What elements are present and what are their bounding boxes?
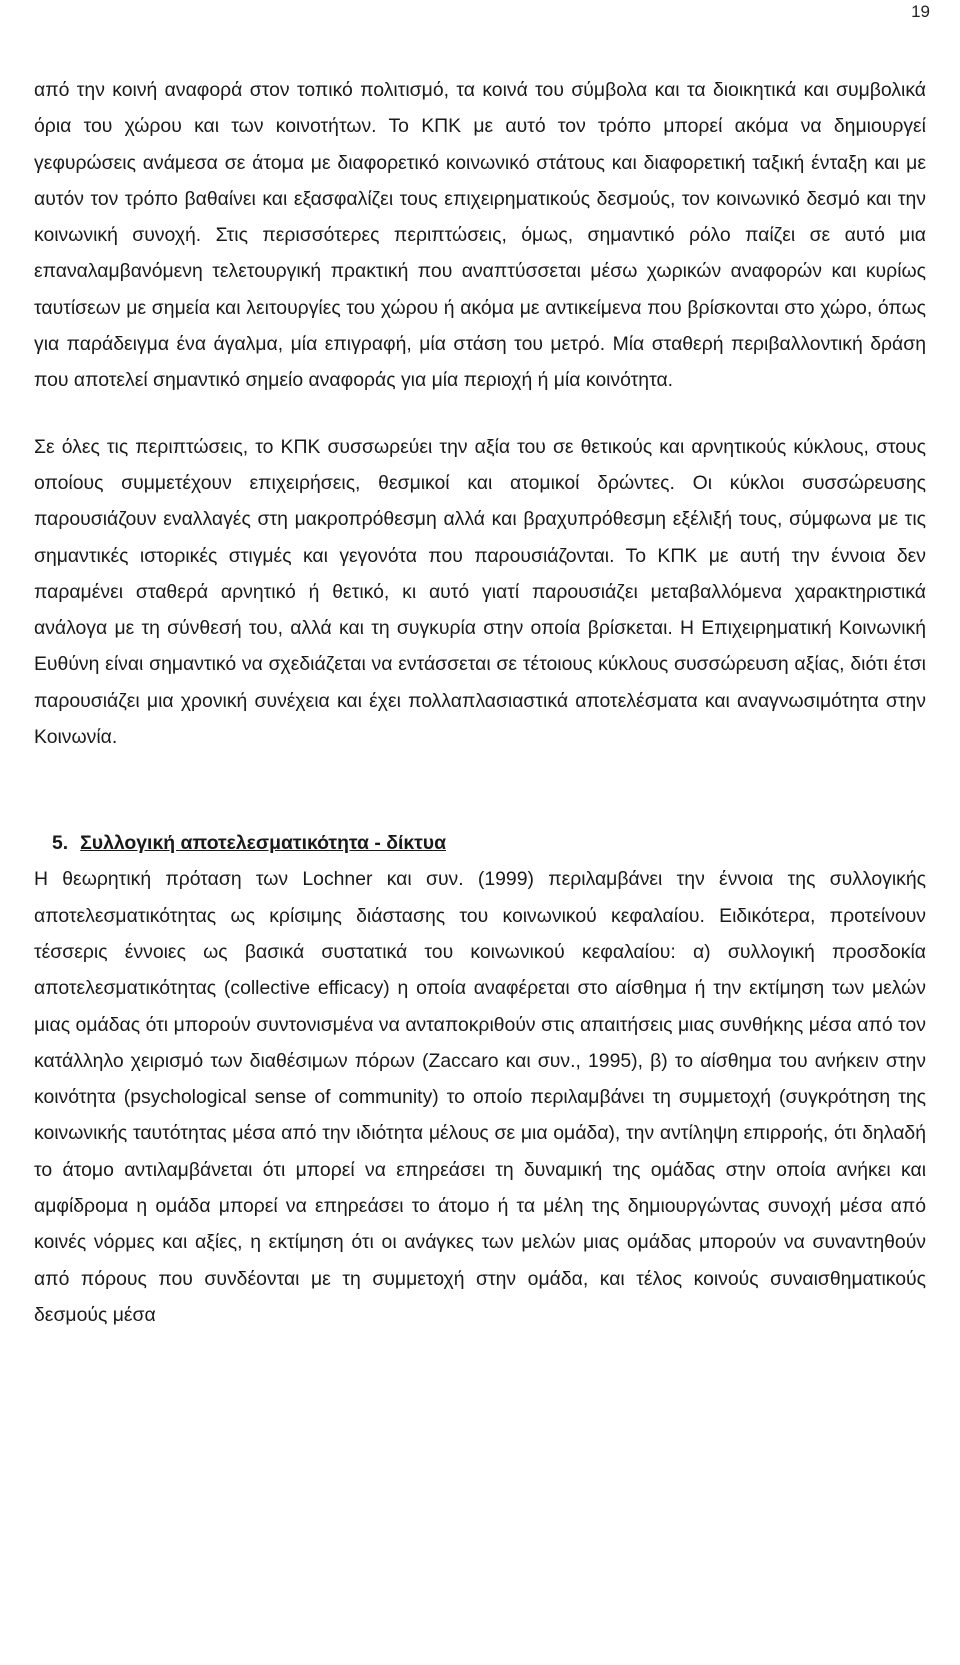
paragraph-accumulation-cycles: Σε όλες τις περιπτώσεις, το ΚΠΚ συσσωρεύει την αξία του σε θετικούς και αρνητικούς κύκλους, στους οποίους συμμετέχουν επιχειρήσεις, θεσμικοί και ατομικοί δρώντες. Οι κύκλοι συσσώρευσης παρουσιάζουν εναλλαγές στη μακροπρόθεσμη αλλά και βραχυπρόθεσμη εξέλιξή τους, σύμφωνα με τις σημαντικές ιστορικές στιγμές και γεγονότα που παρουσιάζονται. Το ΚΠΚ με αυτή την έννοια δεν παραμένει σταθερά αρνητικό ή θετικό, κι αυτό γιατί παρουσιάζει μεταβαλλόμενα χαρακτηριστικά ανάλογα με τη σύνθεσή του, αλλά και τη συγκυρία στην οποία βρίσκεται. Η Επιχειρηματική Κοινωνική Ευθύνη είναι σημαντικό να σχεδιάζεται να εντάσσεται σε τέτοιους κύκλους συσσώρευση αξίας, διότι έτσι παρουσιάζει μια χρονική συνέχεια και έχει πολλαπλασιαστικά αποτελέσματα και αναγνωσιμότητα στην Κοινωνία. bbox=[34, 435, 926, 749]
section-spacer bbox=[34, 755, 926, 825]
paragraph-spacer bbox=[34, 399, 926, 429]
page-number: 19 bbox=[911, 2, 930, 21]
section-heading bbox=[34, 825, 926, 861]
section-number: 5. bbox=[52, 832, 69, 855]
section-title: Συλλογική αποτελεσματικότητα - δίκτυα bbox=[80, 832, 447, 855]
paragraph-collective-efficacy: Η θεωρητική πρόταση των Lochner και συν. (1999) περιλαμβάνει την έννοια της συλλογικής αποτελεσματικότητας ως κρίσιμης διάστασης του κοινωνικού κεφαλαίου. Ειδικότερα, προτείνουν τέσσερις έννοιες ως βασικά συστατικά του κοινωνικού κεφαλαίου: α) συλλογική προσδοκία αποτελεσματικότητας (collective efficacy) η οποία αναφέρεται στο αίσθημα ή την εκτίμηση των μελών μιας ομάδας ότι μπορούν συντονισμένα να ανταποκριθούν στις απαιτήσεις μιας συνθήκης μέσα από τον κατάλληλο χειρισμό των διαθέσιμων πόρων (Zaccaro και συν., 1995), β) το αίσθημα του ανήκειν στην κοινότητα (psychological sense of community) το οποίο περιλαμβάνει τη συμμετοχή (συγκρότηση της κοινωνικής ταυτότητας μέσα από την ιδιότητα μέλους σε μια ομάδα), την αντίληψη επιρροής, ότι δηλαδή το άτομο αντιλαμβάνεται ότι μπορεί να επηρεάσει τη δυναμική της ομάδας στην οποία ανήκει και αμφίδρομα η ομάδα μπορεί να επηρεάσει το άτομο ή τα μέλη της δημιουργώντας συνοχή μέσα από κοινές νόρμες και αξίες, η εκτίμηση ότι οι ανάγκες των μελών μιας ομάδας μπορούν να συναντηθούν από πόρους που συνδέονται με τη συμμετοχή στην ομάδα, και τέλος κοινούς συναισθηματικούς δεσμούς μέσα bbox=[34, 868, 926, 1326]
paragraph-cultural-reference: από την κοινή αναφορά στον τοπικό πολιτισμό, τα κοινά του σύμβολα και τα διοικητικά και συμβολικά όρια του χώρου και των κοινοτήτων. Το ΚΠΚ με αυτό τον τρόπο μπορεί ακόμα να δημιουργεί γεφυρώσεις ανάμεσα σε άτομα με διαφορετικό κοινωνικό στάτους και διαφορετική ταξική ένταξη και με αυτόν τον τρόπο βαθαίνει και εξασφαλίζει τους επιχειρηματικούς δεσμούς, τον κοινωνικό δεσμό και την κοινωνική συνοχή. Στις περισσότερες περιπτώσεις, όμως, σημαντικό ρόλο παίζει σε αυτό μια επαναλαμβανόμενη τελετουργική πρακτική που αναπτύσσεται μέσω χωρικών αναφορών και κυρίως ταυτίσεων με σημεία και λειτουργίες του χώρου ή ακόμα με αντικείμενα που βρίσκονται στο χώρο, όπως για παράδειγμα ένα άγαλμα, μία επιγραφή, μία στάση του μετρό. Μία σταθερή περιβαλλοντική δράση που αποτελεί σημαντικό σημείο αναφοράς για μία περιοχή ή μία κοινότητα. bbox=[34, 79, 926, 392]
page-body bbox=[34, 72, 926, 1333]
